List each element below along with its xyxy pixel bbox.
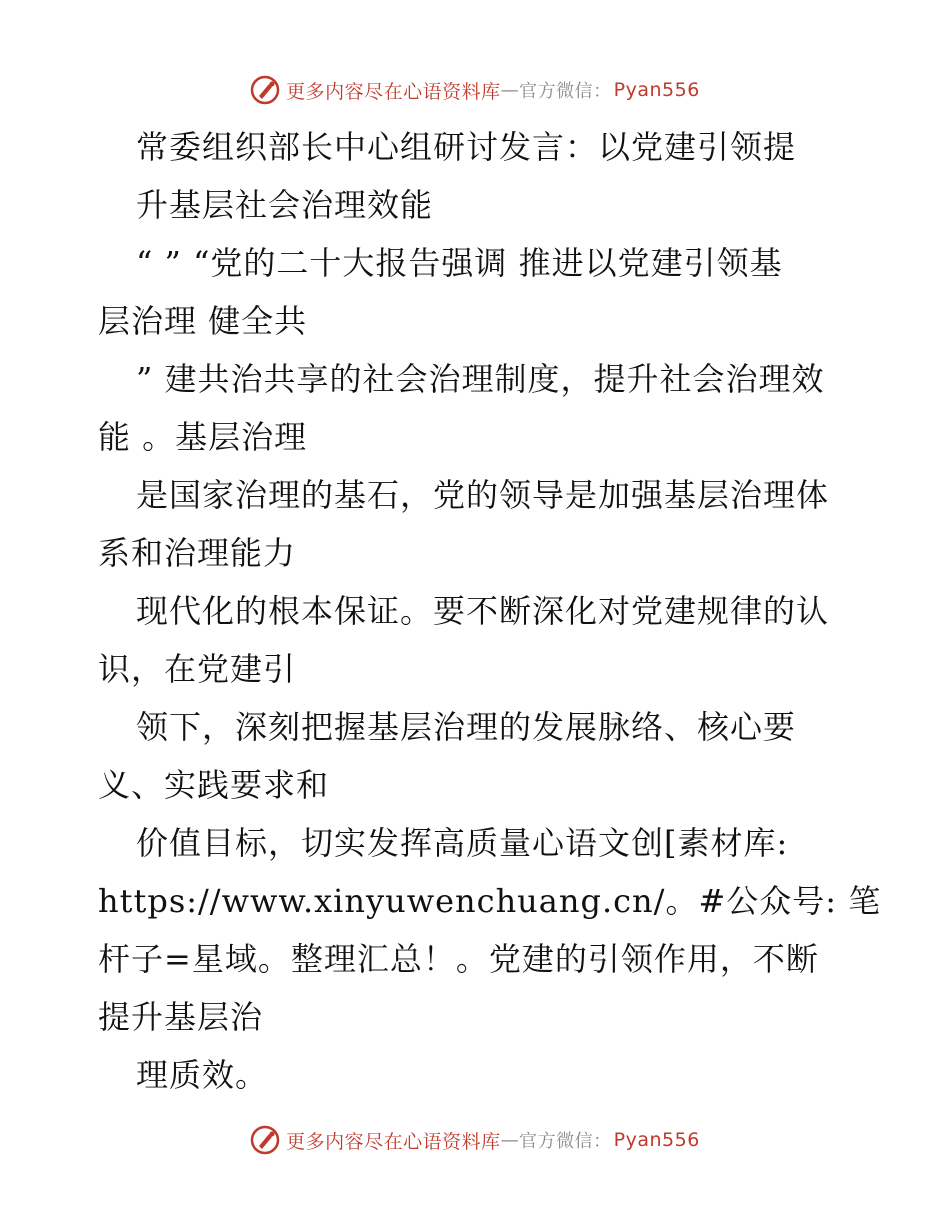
paragraph-line: 层治理 健全共	[98, 302, 308, 340]
paragraph-line: 杆子=星域。整理汇总！。党建的引领作用，不断	[98, 940, 819, 978]
watermark-wechat-id: Pyan556	[613, 1129, 700, 1151]
paragraph-line: 识，在党建引	[98, 650, 297, 688]
title-line-1: 常委组织部长中心组研讨发言：以党建引领提	[136, 128, 797, 166]
footer-watermark	[0, 1123, 950, 1157]
document-body	[98, 118, 882, 1104]
pen-seal-icon	[250, 75, 280, 105]
watermark-wechat-id: Pyan556	[613, 79, 700, 101]
paragraph-line: 系和治理能力	[98, 534, 297, 572]
paragraph-line: 理质效。	[136, 1056, 269, 1094]
watermark-brand: 更多内容尽在心语资料库	[286, 1130, 501, 1153]
watermark-dash: —	[500, 79, 520, 101]
header-watermark	[0, 73, 950, 107]
pen-seal-icon	[250, 1125, 280, 1155]
paragraph-line: https://www.xinyuwenchuang.cn/。#公众号: 笔	[98, 882, 882, 920]
paragraph-line: “ ” “党的二十大报告强调 推进以党建引领基	[136, 244, 783, 282]
paragraph-line: 价值目标，切实发挥高质量心语文创[素材库:	[136, 824, 789, 862]
watermark-brand: 更多内容尽在心语资料库	[286, 80, 501, 103]
paragraph-line: 提升基层治	[98, 998, 264, 1036]
paragraph-line: ” 建共治共享的社会治理制度，提升社会治理效	[136, 360, 825, 398]
paragraph-line: 能 。基层治理	[98, 418, 308, 456]
paragraph-line: 义、实践要求和	[98, 766, 330, 804]
watermark-wechat-label: 官方微信：	[519, 1131, 612, 1152]
watermark-wechat-label: 官方微信：	[519, 81, 612, 102]
paragraph-line: 是国家治理的基石，党的领导是加强基层治理体	[136, 476, 830, 514]
paragraph-line: 领下，深刻把握基层治理的发展脉络、核心要	[136, 708, 797, 746]
paragraph-line: 现代化的根本保证。要不断深化对党建规律的认	[136, 592, 830, 630]
watermark-dash: —	[500, 1129, 520, 1151]
title-line-2: 升基层社会治理效能	[136, 186, 434, 224]
